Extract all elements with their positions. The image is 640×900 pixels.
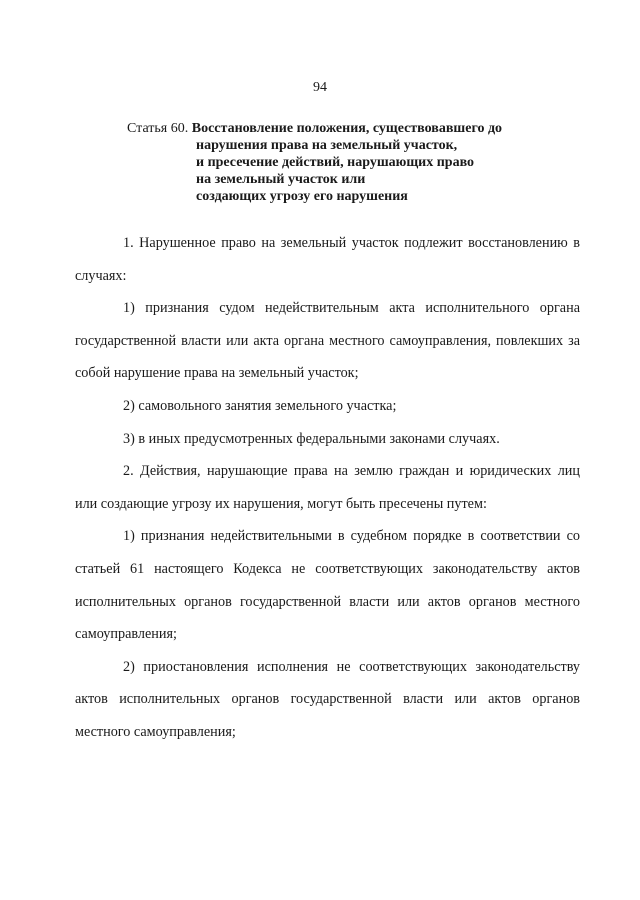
article-body (75, 227, 580, 749)
paragraph-1: 1. Нарушенное право на земельный участок подлежит восстановлению в случаях: (75, 235, 580, 284)
article-label: Статья 60. (127, 121, 189, 136)
article-title-line-3: и пресечение действий, нарушающих право (196, 155, 475, 170)
article-title-line-5: создающих угрозу его нарушения (196, 189, 408, 204)
article-title-line-2: нарушения права на земельный участок, (196, 138, 458, 153)
paragraph-1-item-2: 2) самовольного занятия земельного участка; (123, 397, 397, 414)
page-number: 94 (313, 80, 327, 95)
paragraph-1-item-3: 3) в иных предусмотренных федеральными законами случаях. (123, 430, 500, 447)
paragraph-1-item-1: 1) признания судом недействительным акта исполнительного органа государственной власти или акта органа местного самоуправления, повлекших за собой нарушение права на земельный участок; (75, 300, 580, 382)
article-heading (127, 120, 597, 205)
paragraph-2: 2. Действия, нарушающие права на землю граждан и юридических лиц или создающие угрозу их нарушения, могут быть пресечены путем: (75, 463, 580, 512)
article-title-line-1: Восстановление положения, существовавшего до (191, 121, 503, 136)
paragraph-2-item-1: 1) признания недействительными в судебном порядке в соответствии со статьей 61 настоящего Кодекса не соответствующих законодательству актов исполнительных органов государственной власти или актов органов местного самоуправления; (75, 528, 580, 643)
article-title-line-4: на земельный участок или (196, 172, 366, 187)
paragraph-2-item-2: 2) приостановления исполнения не соответствующих законодательству актов исполнительных органов государственной власти или актов органов местного самоуправления; (75, 658, 580, 740)
